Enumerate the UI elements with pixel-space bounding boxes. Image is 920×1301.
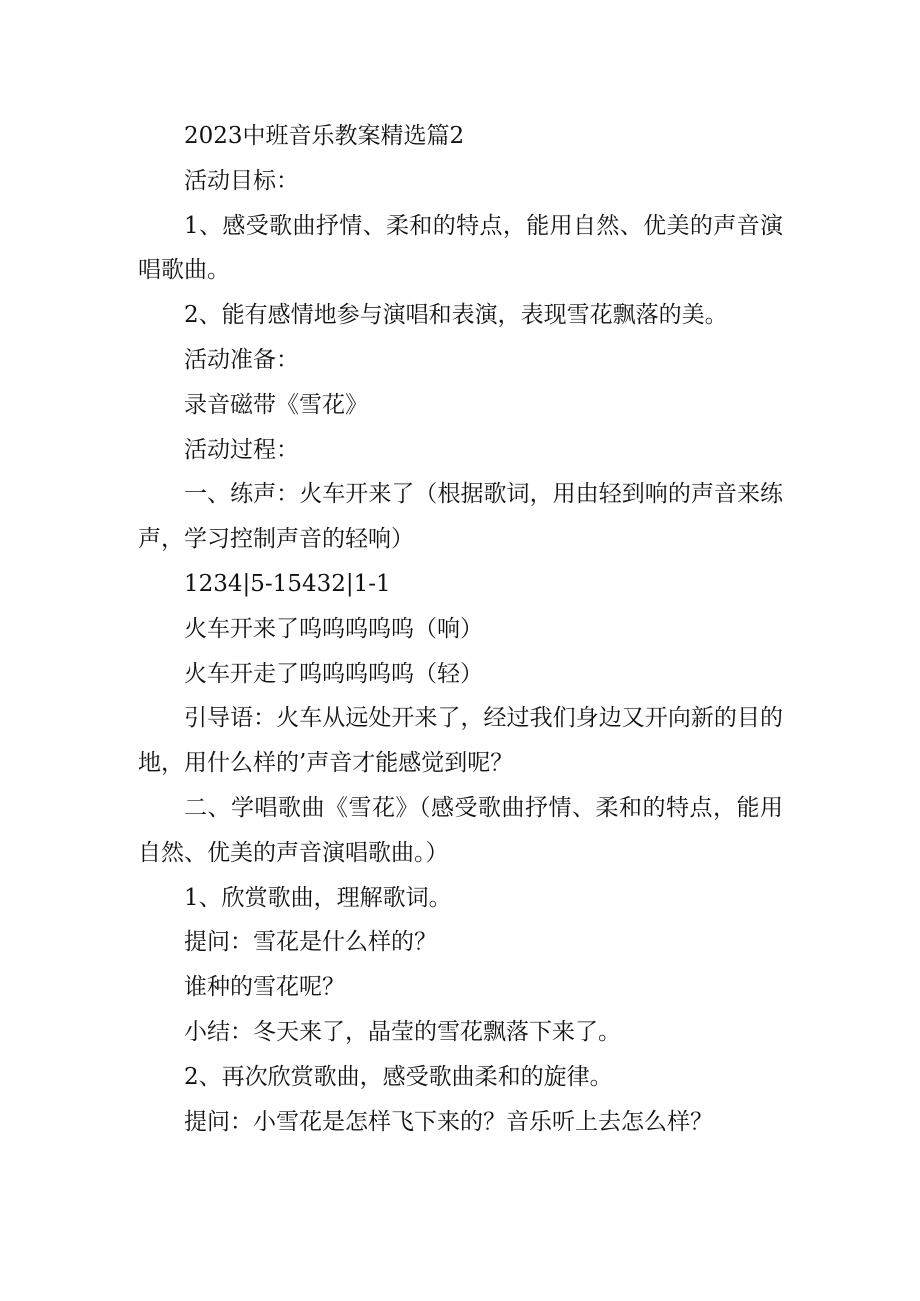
lyric-line: 火车开来了呜呜呜呜呜（响） (184, 615, 483, 642)
paragraph: 录音磁带《雪花》 (184, 391, 368, 418)
paragraph: 1、感受歌曲抒情、柔和的特点，能用自然、优美的声音演唱歌曲。 (138, 212, 783, 284)
paragraph: 1、欣赏歌曲，理解歌词。 (184, 884, 452, 911)
section-title: 2023中班音乐教案精选篇2 (184, 123, 465, 149)
notation-line: 1234|5-15432|1-1 (184, 570, 391, 597)
paragraph: 谁种的雪花呢？ (184, 974, 345, 1001)
lyric-line: 火车开走了呜呜呜呜呜（轻） (184, 660, 483, 687)
paragraph: 提问：雪花是什么样的？ (184, 929, 437, 956)
paragraph: 引导语：火车从远处开来了，经过我们身边又开向新的目的地，用什么样的’声音才能感觉到呢？ (138, 705, 783, 777)
paragraph: 提问：小雪花是怎样飞下来的？音乐听上去怎么样？ (184, 1108, 713, 1135)
paragraph: 2、能有感情地参与演唱和表演，表现雪花飘落的美。 (184, 302, 728, 329)
document-body (138, 114, 783, 1144)
paragraph: 小结：冬天来了，晶莹的雪花飘落下来了。 (184, 1018, 621, 1045)
heading-activity-process: 活动过程： (184, 436, 299, 463)
heading-activity-goals: 活动目标： (184, 167, 299, 194)
paragraph: 二、学唱歌曲《雪花》（感受歌曲抒情、柔和的特点，能用自然、优美的声音演唱歌曲。） (138, 794, 783, 866)
paragraph: 一、练声：火车开来了（根据歌词，用由轻到响的声音来练声，学习控制声音的轻响） (138, 481, 783, 553)
heading-activity-preparation: 活动准备： (184, 346, 299, 373)
paragraph: 2、再次欣赏歌曲，感受歌曲柔和的旋律。 (184, 1063, 613, 1090)
